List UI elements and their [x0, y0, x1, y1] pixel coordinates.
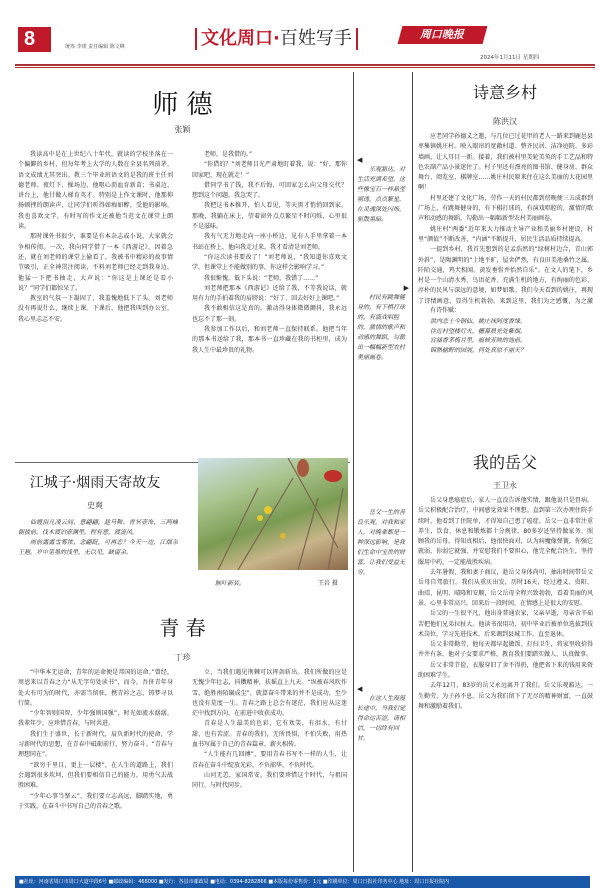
paragraph: 青春是人生最美的色彩，它有欢笑，有泪水，有甘甜，也有苦涩。青春的我们，无所畏惧，不怕失败，用热血书写属于自己的青春篇章，薪火相传。: [192, 720, 347, 749]
article-body: [418, 132, 593, 304]
pull-quote: [357, 684, 409, 744]
page-number: 8: [18, 27, 51, 52]
article-body-col2: [192, 150, 347, 456]
arrow-left-icon: ◀: [357, 685, 363, 693]
pull-quote: [357, 508, 409, 578]
pull-quote-text: 岳父一生的善良乐观，对我和家人，对晚辈都是一种深远影响，是我们生命中宝贵的财富，让我们受益无穷。: [357, 509, 406, 576]
paragraph: “中华本无运命，青年的运命便是邦国的运命。”曾经，周恩来以青春之力“从无字句处读书”，而今，吾侪青年身处大有可为的时代，亦需当留驻，携青衿之志，铸梦寻以行简。: [18, 669, 173, 707]
arrow-left-icon: ◀: [357, 156, 363, 164]
column-divider: [412, 72, 413, 872]
photo-credit: 王岩 摄: [318, 580, 338, 587]
pull-quote: [357, 283, 409, 363]
pull-quote-text: 村民有跳舞健身的，有下棋打球的，有演戏唱腔的，激情的歌声和动感的舞蹈，勾勒出一幅幅新型农村美丽画卷。: [357, 294, 406, 361]
poem-line: 宫涵香茅梅月里，瘟候芳映的池前。: [430, 337, 527, 344]
pull-quote-text: 乐观豁达，对生活充满希望，这些像宝石一样晶莹剔透，点点繁星，在灵魂深处闪烁，驱散黑暗。: [357, 166, 406, 223]
column-divider: [353, 72, 354, 872]
paragraph: 岳父身患癌症后，家人一直没告诉他实情，跟他说只是胃病。岳父积极配合治疗，中间感觉效果不理想。直到第三次办理住院手续时，他看到了住院单，才得知自己患了癌症。岳父一直非常注重养生，饮食、休息和锻炼都十分规律，80多岁还坚持做家务、照顾我的岳母。得知真相后，他很快面对，认为病魔像弹簧，你强它就弱，你弱它就强，并安慰我们不要担心，他完全配合医生，坚持服用中药，一定能战胜疾病。: [418, 497, 593, 566]
paragraph: 我读高中是在上世纪八十年代，就读的学校坐落在一个偏僻的乡村，但每年考上大学的人数在全县名列前茅，语文成绩尤其突出。教三个毕业班语文的是我的班主任刘德老师。夜灯下、操场边，他呕心沥血育新苗；书桌边、讲台上，他甘做人梯育英才。特别是上作文课时，他那抑扬顿挫的朗读声，让同学们听得如痴如醉。受他的影响，我也喜欢文学，有时写的作文还被他当范文在课堂上朗读。: [18, 151, 173, 231]
paragraph: 我把这书本推开，怕人看见，等天黑才悄悄回到家。那晚，我躺在床上，望着窗外点点繁星不时闪烁，心里很不是滋味。: [192, 202, 347, 231]
poem-line: 往近村望楼灯火，栅幕晨光处紫烟。: [430, 327, 527, 335]
article-title-shide: 师 德: [152, 90, 213, 120]
header-rule: [15, 64, 595, 68]
article-title-qingchun: 青 春: [159, 616, 206, 640]
poem-body: [18, 518, 178, 578]
article-author: 陈洪汉: [493, 117, 517, 126]
arrow-right-icon: ▶: [403, 284, 409, 292]
article-body-col1: [18, 150, 173, 456]
paragraph: 山河无恙，家国常安，我们要珍惜这个时代，与祖国同行，与时代同步。: [192, 771, 347, 790]
paragraph: 我参加工作以后，和刘老师一直保持联系。他把当年的那本书送给了我，那本书一直珍藏在我的书柜里，成为我人生中最珍贵的礼物。: [192, 326, 347, 354]
poem-line: 洪内恋土今钢仙，姚庄抹阿度香缘。: [430, 318, 527, 325]
paragraph: 姚庄村“两委”近年来大力推动主导产业和美丽乡村建设，村里“颜值”不断改善，“内涵”不断提升，居民生活品质持续提高。: [418, 225, 593, 243]
poem: [430, 317, 595, 355]
paragraph: 岳父非常勤劳，他每天都早起做饭、打扫卫生，将家里收拾得井井有条。他对子女要求严格，教育我们要踏实做人、认真做事。: [418, 641, 593, 659]
paragraph: “欲穷千里目，更上一层楼”，在人生的道路上，我们会遇到很多坎坷，但我们要相信自己的能力，用勇气去战胜困难。: [18, 761, 173, 790]
paragraph: “少年心事当拏云”，我们要立志高远，脚踏实地，勇于实践，在奋斗中书写自己的青春之歌。: [18, 792, 173, 810]
article-title-jiangchengzi: 江城子·烟雨天寄故友: [29, 475, 161, 491]
paragraph: 那时课外书很少，谁要是有本杂志或小说，大家就会争相传阅。一次，我向同学借了一本《西游记》，因着急还，就在刘老师的课堂上偷看了。我被书中精彩的故事情节吸引，正全神贯注阅读，不料刘老师已经走到我身边，他猛一下把书抽走，大声说：“你这是上课还是看小说？”同学们都惊呆了。: [18, 233, 173, 292]
editor-credits: 统筹 李琰 责任编辑 陈文峰: [65, 44, 125, 50]
paragraph: 去年12月，83岁的岳父永远离开了我们。岳父乐观豁达，一生勤劳，为子孙不息。岳父为我们留下了无尽的精神财富，一直鼓舞和激励着我们。: [418, 682, 593, 710]
paragraph: “少年智则国智，少年强则国强”，时光如流水潺潺，我辈年少，应珍惜青春，与时共进。: [18, 710, 173, 728]
paragraph: 岳父非常节俭，衣服穿旧了舍不得扔，他把省下来的钱用来资助困难学生。: [418, 661, 593, 680]
section-name: 文化周口: [201, 28, 273, 49]
paragraph: 教室的气氛一下凝固了，我羞愧地低下了头。刘老师没有再说什么，继续上课。下课后，他把我叫到办公室，我心里忐忑不安。: [18, 295, 173, 323]
poem-intro: 有诗作赋：: [418, 306, 593, 316]
poem-stanza: 雨前露露雪雾浓，念翩跹，可再恋？今天一边，江烟杂王翘。岁中笔墨的浅里，无以见，缺留余。: [18, 539, 178, 556]
photo-caption: 脉叶新装。: [215, 580, 246, 587]
paragraph: 村里还建了文化广场，劳作一天的村民都到傍晚便三五成群到广场上，有跳舞健身的，有下棋打球的，有演戏唱腔的，激情的歌声和动感的舞蹈，勾勒出一幅幅新型农村美丽画卷。: [418, 194, 593, 223]
paragraph: 借同学书了钱，我不后悔，可回家怎么向父母交代？想到这个问题，我急哭了。: [192, 181, 347, 200]
paragraph: “你借的？”刘老师目光严肃地盯着我，说：“好，那你回家吧，现在就走！”: [192, 161, 347, 179]
paragraph: “你这次读书要改了！”刘老师说，“我知道你喜欢文学，但课堂上不能做别的事，你这样会影响学习。”: [192, 253, 347, 272]
article-author: 丁珍: [174, 653, 191, 662]
paragraph: 立，当我们遇见荆棘可以挥剑斩出。我们所做的应是无愧少年壮志，抖擞精神，扶摇直上九天。“纵被春风吹作雪，绝胜南陌碾成尘”，就算奋斗带来的并不是成功，至少也没有荒度一生。青春之路上总会有迷茫，我们应从这迷茫中找到方向，在前进中收获成功。: [192, 669, 347, 718]
poem-stanza: 仙霞俗凡凌云间，意翩翩，趁马鞍。青冥壶饰，三两峰朝拔前。伐木渡泊壶渊里，程有意，渡流风。: [18, 519, 178, 536]
paragraph: 我很惭愧，低下头说：“老师，我错了……”: [204, 274, 319, 282]
photo-image: [198, 458, 348, 570]
pull-quote-text: 在这人生漫漫长途中，当我们觉得命运苦涩，请相信，一切终有回甘。: [357, 695, 406, 742]
paragraph: 岳父的一生很平凡，他出身普通农家，父亲早逝，母亲含辛茹苦把他们兄弟拉扯大。他读书很用功，初中毕业后被单位选拔到技术岗位，学习先进技术，后来调到县城工作，直至退休。: [418, 610, 593, 638]
article-body: [418, 496, 593, 858]
article-body-col1: [18, 668, 173, 858]
footer-imprint: ■社址：河南省周口市周口大道中段6号 ■邮政编码：466000 ■发行：各县市邮政局 ■电话：0394-8282866 ■本版每份零售价：1元 ■印刷单位：周口日报社印务中心 地址：周口日报社院内: [15, 876, 590, 888]
article-author: 张颖: [174, 125, 191, 134]
paragraph: 去年暑假，我和妻子商议，趁岳父身体尚可，抽出时间带岳父岳母自驾旅行。我们从重庆出发，历时16天，经过遵义、贵阳、曲靖、昆明、晴隆和安顺，岳父岳母全程兴致勃勃，看着美丽的风景，心里非常高兴。回来后一段时间，在情感上是很大的安慰。: [418, 569, 593, 607]
section-subname: 百姓写手: [279, 28, 352, 49]
paragraph: 我们生于盛世，长于新时代，肩负新时代的使命，学习新时代的思想，在青春中砥砺前行，努力奋斗。“青春与理想同在”。: [18, 730, 173, 759]
article-title-shiyi: 诗意乡村: [472, 83, 537, 102]
poem-line: 锦熟榆野的园展，何处真原不丽天？: [430, 346, 527, 354]
newspaper-logo: 周口晚报: [398, 26, 488, 44]
photo-wild-plants: [198, 458, 348, 570]
article-title-yuefu: 我的岳父: [472, 453, 537, 472]
section-separator: ·: [273, 28, 280, 49]
paragraph: 我有气无力地走向一座小桥边，见有人手里拿着一本书站在桥上，他向我走过来，我才看清是刘老师。: [192, 233, 347, 251]
article-author: 王卫永: [493, 481, 517, 490]
paragraph: 我不敢相信这是真的。激动得身体微微颤抖，我永远也忘不了那一刻。: [192, 305, 347, 323]
paragraph: 一提到乡村，我首先想到的是孟浩然的“绿树村边合，青山郭外斜”，是陶渊明的“土地平旷，屋舍俨然，有良田美池桑竹之属。阡陌交通，鸡犬相闻。黄发垂髫并怡然自乐”。在文人的笔下，乡村是一个山清水秀、鸟语花香、充满生机的地方，有绚丽的色彩、淳朴的民风与深远的意境，如梦如歌。我们今天看到的姚庄，再现了诗情画意，显得生机勃勃。来到这里，我们为之感慨，为之激: [418, 246, 593, 304]
section-title: [195, 28, 358, 50]
pull-quote: [357, 155, 409, 225]
issue-date: 2024年1月11日 星期四: [480, 55, 540, 61]
article-author: 史爽: [87, 501, 103, 510]
paragraph: 应老同学孙德义之邀，与几位已过花甲的老人一路来到鹿邑县枣集镇姚庄村。映入眼帘的宽敞村道、整齐民居、洁净庭院、多彩墙画，让人耳目一新。接着，我们被村里美轮美奂的手工艺品和特色农副产品小景迷住了。村子里还有漂亮的图书馆、健身房、群众舞台、阅览室、棋牌室……姚庄村民原来住在这么美丽的大花园里啊！: [418, 133, 593, 192]
article-body-col2: [192, 668, 347, 858]
paragraph: 刘老师把那本《西游记》还给了我，不等我说话，就用有力的手拍着我的肩膀说：“好了，回去好好上课吧。”: [192, 284, 347, 303]
paragraph: “人生能有几回搏”，要用青春书写不一样的人生，让青春在奋斗中绽放光彩，不负韶华，不负时代。: [192, 751, 347, 769]
paragraph: 老师，是我借的。”: [204, 151, 253, 158]
